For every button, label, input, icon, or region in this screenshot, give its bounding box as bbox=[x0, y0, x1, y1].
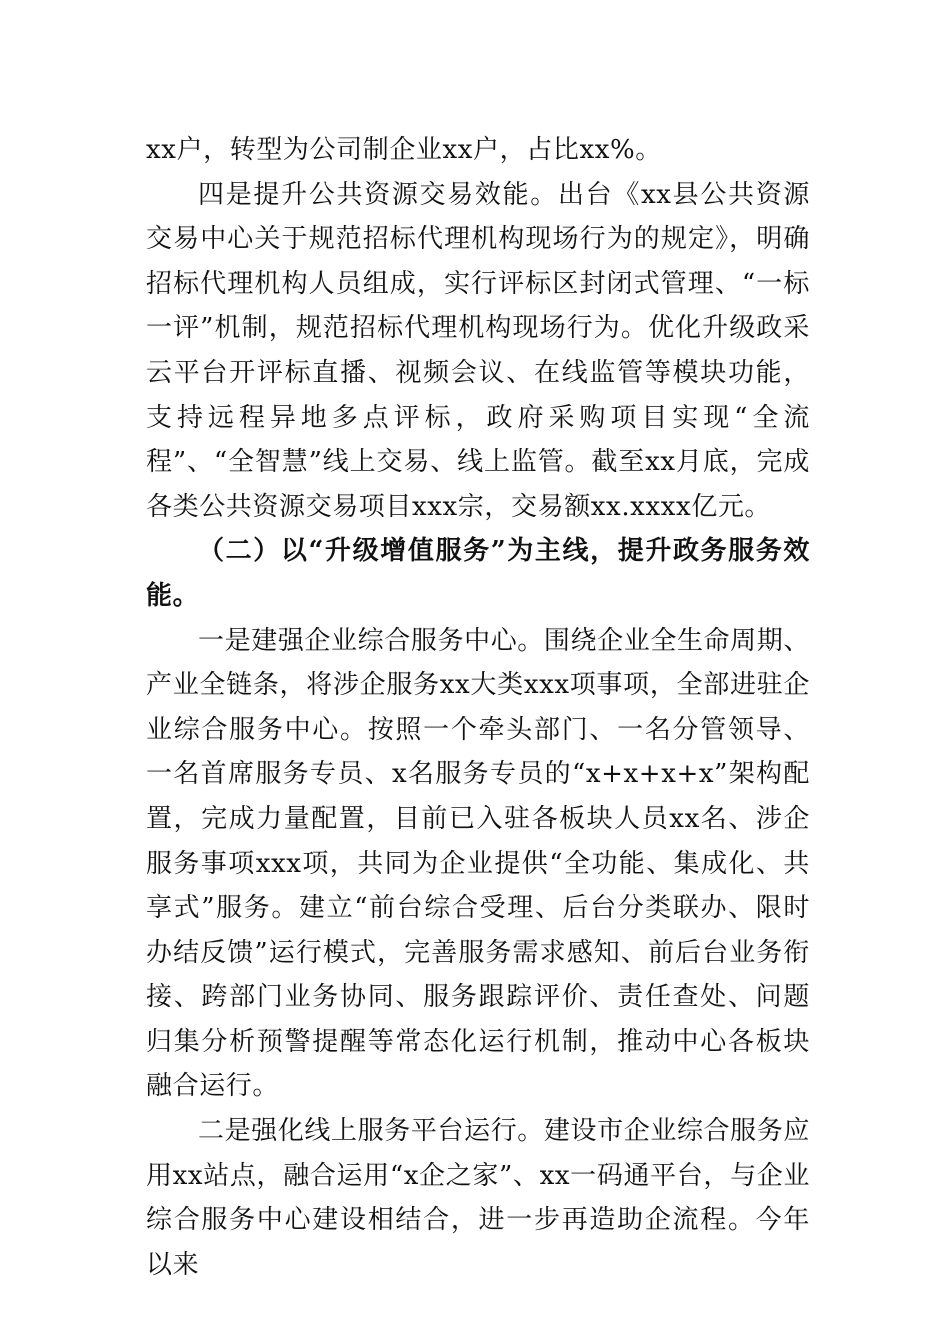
paragraph-online-service-platform: 二是强化线上服务平台运行。建设市企业综合服务应用xx站点，融合运用“x企之家”、xx一码通平台，与企业综合服务中心建设相结合，进一步再造助企流程。今年以来 bbox=[146, 1116, 810, 1280]
paragraph-continuation: xx户，转型为公司制企业xx户，占比xx%。 bbox=[146, 135, 662, 165]
section-heading: （二）以“升级增值服务”为主线，提升政务服务效能。 bbox=[146, 536, 810, 611]
document-body bbox=[146, 128, 810, 1287]
paragraph-enterprise-service-center: 一是建强企业综合服务中心。围绕企业全生命周期、产业全链条，将涉企服务xx大类xxx项事项，全部进驻企业综合服务中心。按照一个牵头部门、一名分管领导、一名首席服务专员、x名服务专员的“x+x+x+x”架构配置，完成力量配置，目前已入驻各板块人员xx名、涉企服务事项xxx项，共同为企业提供“全功能、集成化、共享式”服务。建立“前台综合受理、后台分类联办、限时办结反馈”运行模式，完善服务需求感知、前后台业务衔接、跨部门业务协同、服务跟踪评价、责任查处、问题归集分析预警提醒等常态化运行机制，推动中心各板块融合运行。 bbox=[146, 625, 810, 1102]
paragraph-public-resource-trading: 四是提升公共资源交易效能。出台《xx县公共资源交易中心关于规范招标代理机构现场行为的规定》，明确招标代理机构人员组成，实行评标区封闭式管理、“一标一评”机制，规范招标代理机构现场行为。优化升级政采云平台开评标直播、视频会议、在线监管等模块功能，支持远程异地多点评标，政府采购项目实现“全流程”、“全智慧”线上交易、线上监管。截至xx月底，完成各类公共资源交易项目xxx宗，交易额xx.xxxx亿元。 bbox=[146, 179, 810, 522]
